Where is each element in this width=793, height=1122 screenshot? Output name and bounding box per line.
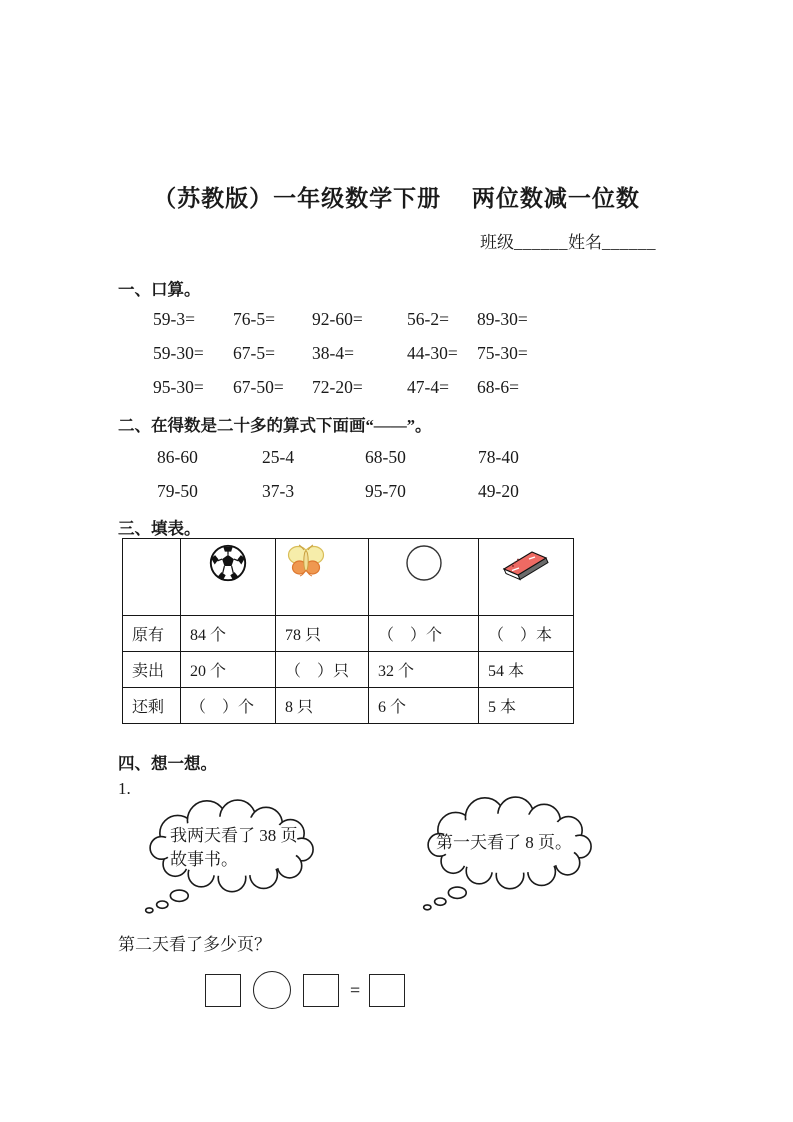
- section4-heading: 四、想一想。: [118, 754, 217, 773]
- equation: 86-60: [157, 447, 198, 467]
- answer-equation: [205, 971, 405, 1009]
- question-text: 第二天看了多少页？: [118, 935, 271, 954]
- equation: 92-60=: [312, 309, 363, 329]
- table-icon-row: [123, 539, 574, 616]
- table-cell: 5 本: [479, 688, 574, 724]
- table-cell: [276, 539, 369, 616]
- equation: 79-50: [157, 481, 198, 501]
- table-cell: [369, 539, 479, 616]
- table-cell: 20 个: [181, 652, 276, 688]
- equation: 95-70: [365, 481, 406, 501]
- book-icon: [499, 544, 553, 586]
- equation: 67-5=: [233, 343, 275, 363]
- bubble-text: 我两天看了 38 页 故事书。: [170, 826, 298, 869]
- row-label: 卖出: [123, 652, 181, 688]
- table-cell: （ ）个: [181, 688, 276, 724]
- row-label: 原有: [123, 616, 181, 652]
- equation: 56-2=: [407, 309, 449, 329]
- equation: 59-3=: [153, 309, 195, 329]
- table-row-left: [123, 688, 574, 724]
- oral-calc-row-2: [153, 343, 528, 364]
- table-cell: [181, 539, 276, 616]
- thought-bubble-right: [394, 793, 626, 913]
- equation: 44-30=: [407, 343, 458, 363]
- table-cell: [479, 539, 574, 616]
- oral-calc-row-3: [153, 377, 519, 398]
- table-cell: 84 个: [181, 616, 276, 652]
- equation: 72-20=: [312, 377, 363, 397]
- thought-bubble-left: [126, 796, 338, 916]
- circle-icon: [405, 544, 443, 582]
- equation: 59-30=: [153, 343, 204, 363]
- equation: 68-6=: [477, 377, 519, 397]
- table-row-have: [123, 616, 574, 652]
- equation: 37-3: [262, 481, 295, 501]
- underline-row-2: [157, 481, 519, 502]
- table-corner-cell: [123, 539, 181, 616]
- equation: 89-30=: [477, 309, 528, 329]
- table-cell: （ ）本: [479, 616, 574, 652]
- bubble-text: 第一天看了 8 页。: [436, 833, 572, 852]
- equation: 68-50: [365, 447, 406, 467]
- table-cell: 8 只: [276, 688, 369, 724]
- equation: 49-20: [478, 481, 519, 501]
- row-label: 还剩: [123, 688, 181, 724]
- class-name-line: [480, 228, 656, 253]
- item-number: 1.: [118, 779, 131, 798]
- equation: 47-4=: [407, 377, 449, 397]
- equals-sign: =: [350, 979, 361, 1000]
- section2-heading: 二、在得数是二十多的算式下面画“——”。: [118, 416, 432, 435]
- answer-box-1: [205, 974, 241, 1007]
- name-blank: ______: [602, 233, 656, 252]
- equation: 95-30=: [153, 377, 204, 397]
- underline-row-1: [157, 447, 519, 468]
- page-title: （苏教版）一年级数学下册 两位数减一位数: [153, 186, 640, 211]
- table-cell: 54 本: [479, 652, 574, 688]
- equation: 25-4: [262, 447, 295, 467]
- table-cell: 6 个: [369, 688, 479, 724]
- equation: 67-50=: [233, 377, 284, 397]
- class-blank: ______: [514, 233, 568, 252]
- table-cell: （ ）个: [369, 616, 479, 652]
- table-cell: （ ）只: [276, 652, 369, 688]
- table-row-sold: [123, 652, 574, 688]
- answer-box-2: [303, 974, 339, 1007]
- fill-table: [122, 538, 574, 724]
- answer-box-3: [369, 974, 405, 1007]
- equation: 76-5=: [233, 309, 275, 329]
- equation: 75-30=: [477, 343, 528, 363]
- oral-calc-row-1: [153, 309, 528, 330]
- table-cell: 32 个: [369, 652, 479, 688]
- section3-heading: 三、填表。: [118, 519, 201, 538]
- class-label: 班级: [480, 233, 514, 252]
- section1-heading: 一、口算。: [118, 280, 201, 299]
- operator-circle: [253, 971, 291, 1009]
- name-label: 姓名: [568, 233, 602, 252]
- equation: 38-4=: [312, 343, 354, 363]
- equation: 78-40: [478, 447, 519, 467]
- soccer-ball-icon: [209, 544, 247, 582]
- butterfly-icon: [286, 544, 326, 582]
- table-cell: 78 只: [276, 616, 369, 652]
